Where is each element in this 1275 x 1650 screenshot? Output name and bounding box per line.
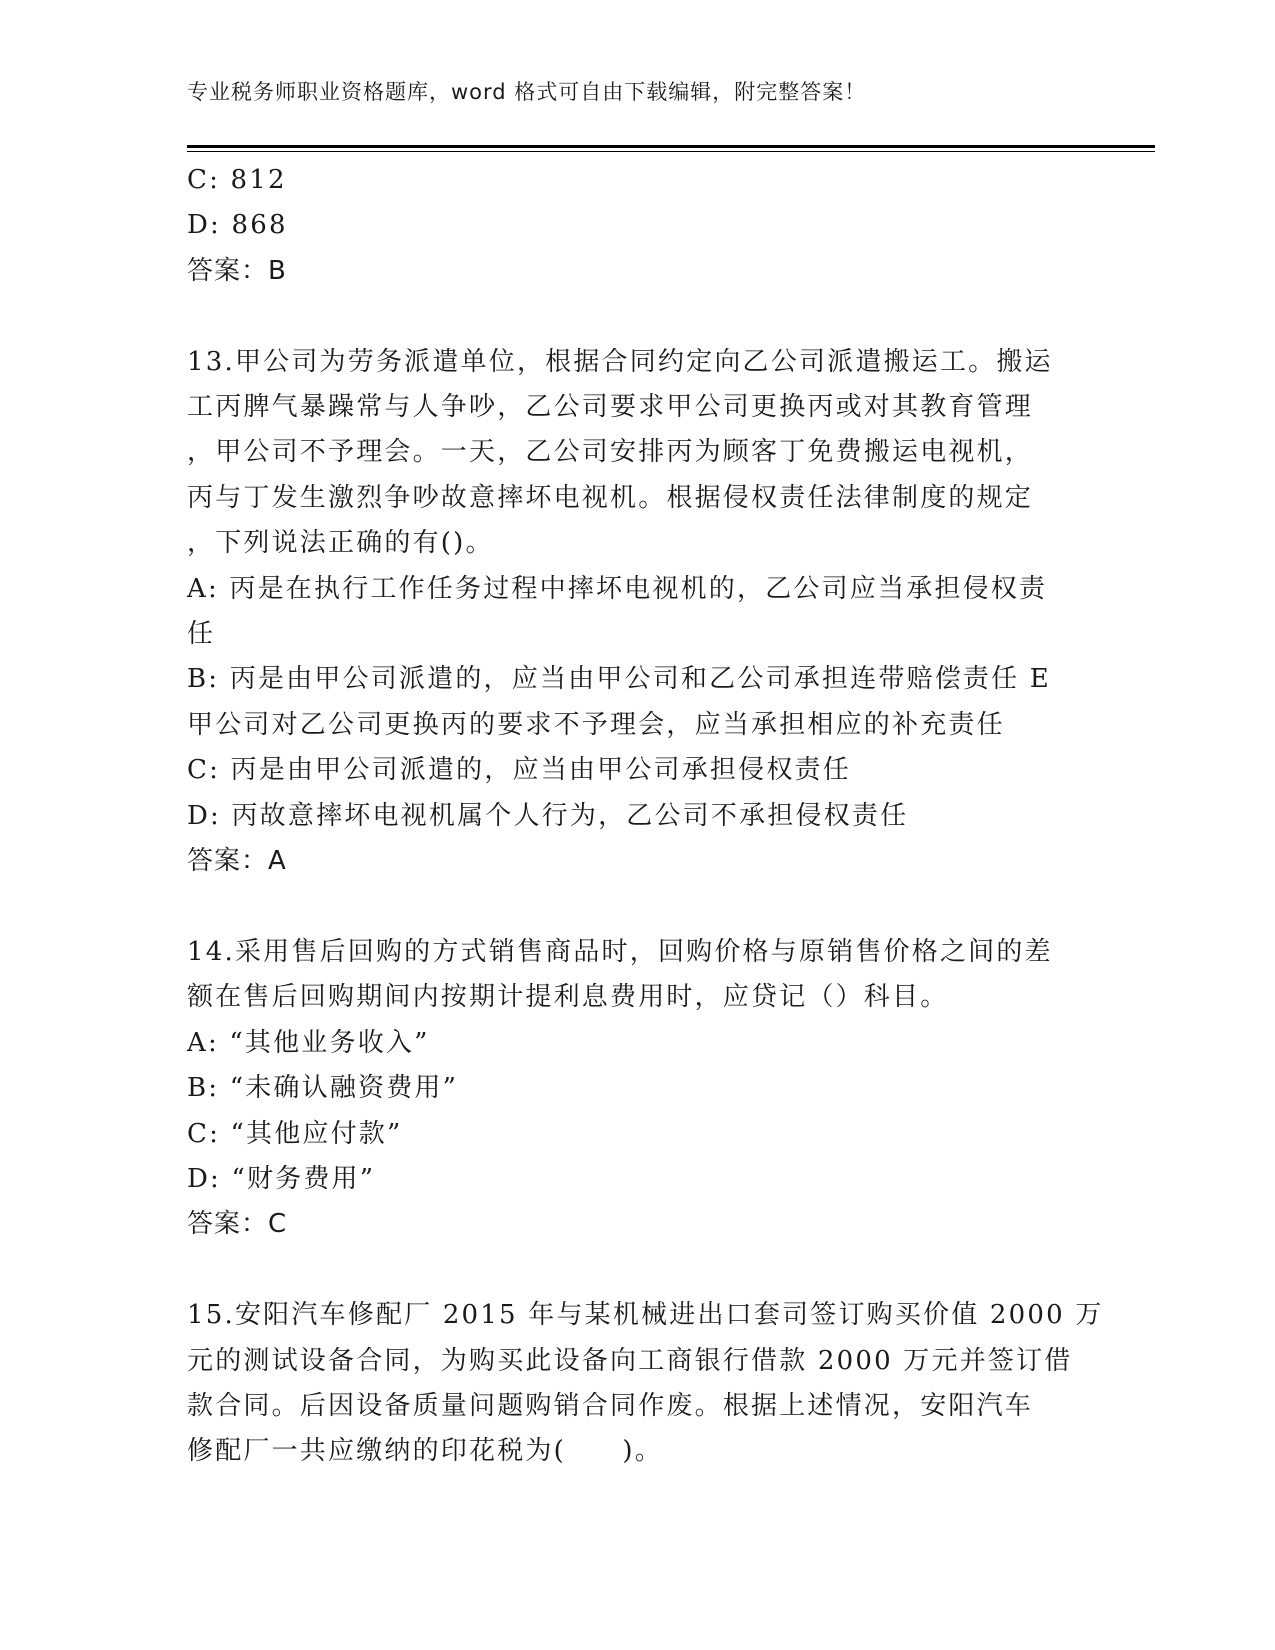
option-b-cont: 甲公司对乙公司更换丙的要求不予理会，应当承担相应的补充责任 xyxy=(187,709,1005,740)
option-a-cont: 任 xyxy=(187,619,216,650)
question-15 xyxy=(187,1293,1104,1475)
option-d: D: 868 xyxy=(187,210,288,241)
question-14 xyxy=(187,930,1087,1248)
option-a: A: “其他业务收入” xyxy=(187,1027,430,1058)
question-text-line: 15.安阳汽车修配厂 2015 年与某机械进出口套司签订购买价值 2000 万 xyxy=(187,1300,1104,1331)
option-d: D: 丙故意摔坏电视机属个人行为，乙公司不承担侵权责任 xyxy=(187,800,909,831)
option-b: B: “未确认融资费用” xyxy=(187,1073,459,1104)
header-rule-thick xyxy=(187,145,1155,148)
question-text-line: ，甲公司不予理会。一天，乙公司安排丙为顾客丁免费搬运电视机， xyxy=(187,437,1034,468)
option-c: C: 812 xyxy=(187,165,287,195)
question-text-line: 丙与丁发生激烈争吵故意摔坏电视机。根据侵权责任法律制度的规定 xyxy=(187,482,1034,513)
question-text-line: 元的测试设备合同，为购买此设备向工商银行借款 2000 万元并签订借 xyxy=(187,1345,1073,1376)
question-text-line: 工丙脾气暴躁常与人争吵，乙公司要求甲公司更换丙或对其教育管理 xyxy=(187,392,1034,423)
spacer xyxy=(187,1248,1087,1293)
page-header: 专业税务师职业资格题库，word 格式可自由下载编辑，附完整答案！ xyxy=(187,80,867,104)
spacer xyxy=(187,884,1087,929)
answer-line: 答案：B xyxy=(187,255,287,286)
question-13 xyxy=(187,340,1087,885)
answer-line: 答案：A xyxy=(187,846,287,877)
header-rule-thin xyxy=(187,151,1155,152)
option-a: A: 丙是在执行工作任务过程中摔坏电视机的，乙公司应当承担侵权责 xyxy=(187,573,1048,604)
option-c: C: 丙是由甲公司派遣的，应当由甲公司承担侵权责任 xyxy=(187,755,851,786)
question-text-line: 额在售后回购期间内按期计提利息费用时，应贷记（）科目。 xyxy=(187,982,949,1013)
document-body xyxy=(187,158,1104,1475)
option-b: B: 丙是由甲公司派遣的，应当由甲公司和乙公司承担连带赔偿责任 E xyxy=(187,664,1051,695)
option-d: D: “财务费用” xyxy=(187,1163,376,1194)
spacer xyxy=(187,294,1087,339)
answer-line: 答案：C xyxy=(187,1209,288,1240)
prev-question-tail xyxy=(187,158,1087,294)
question-text-line: 修配厂一共应缴纳的印花税为( )。 xyxy=(187,1436,663,1467)
question-text-line: 13.甲公司为劳务派遣单位，根据合同约定向乙公司派遣搬运工。搬运 xyxy=(187,346,1053,377)
option-c: C: “其他应付款” xyxy=(187,1118,403,1149)
question-text-line: 款合同。后因设备质量问题购销合同作废。根据上述情况，安阳汽车 xyxy=(187,1390,1034,1421)
question-text-line: ，下列说法正确的有()。 xyxy=(187,528,494,559)
question-text-line: 14.采用售后回购的方式销售商品时，回购价格与原销售价格之间的差 xyxy=(187,936,1053,967)
